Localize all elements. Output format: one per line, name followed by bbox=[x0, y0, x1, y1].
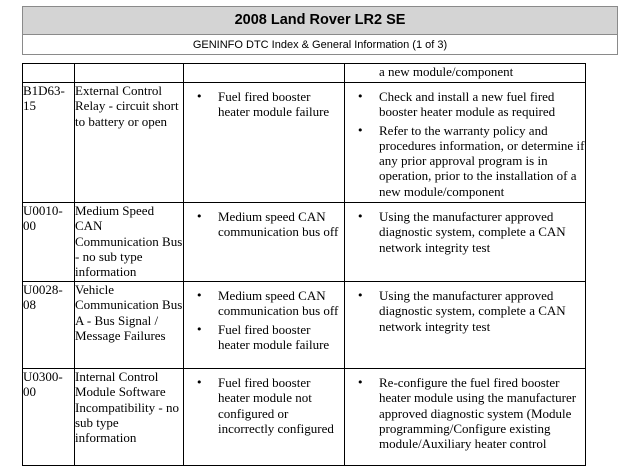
table-row bbox=[23, 282, 586, 369]
cause-item: • Fuel fired booster heater module failure bbox=[184, 322, 344, 353]
action-cell bbox=[345, 369, 586, 466]
action-item: • Refer to the warranty policy and procedures information, or determine if any prior approval program is in operation, prior to the installation of a new module/component bbox=[345, 123, 585, 199]
action-list bbox=[345, 203, 585, 255]
dtc-description: Vehicle Communication Bus A - Bus Signal / Message Failures bbox=[75, 282, 184, 369]
code-cell bbox=[23, 64, 75, 83]
table-row bbox=[23, 83, 586, 203]
cause-list bbox=[184, 203, 344, 240]
page-title: 2008 Land Rover LR2 SE bbox=[23, 7, 617, 35]
dtc-description: External Control Relay - circuit short to battery or open bbox=[75, 83, 184, 203]
dtc-description: Medium Speed CAN Communication Bus - no sub type information bbox=[75, 203, 184, 282]
cause-cell bbox=[184, 282, 345, 369]
cause-cell bbox=[184, 83, 345, 203]
table-row bbox=[23, 369, 586, 466]
cause-cell bbox=[184, 203, 345, 282]
continued-text: a new module/component bbox=[379, 64, 514, 79]
dtc-code: B1D63-15 bbox=[23, 83, 75, 203]
action-list bbox=[345, 83, 585, 199]
cause-cell bbox=[184, 64, 345, 83]
page-subtitle: GENINFO DTC Index & General Information (1 of 3) bbox=[192, 39, 448, 51]
cause-item: • Medium speed CAN communication bus off bbox=[184, 288, 344, 319]
cause-list bbox=[184, 282, 344, 352]
page-header bbox=[22, 6, 618, 55]
dtc-code: U0010-00 bbox=[23, 203, 75, 282]
action-cell bbox=[345, 83, 586, 203]
description-cell bbox=[75, 64, 184, 83]
action-list bbox=[345, 282, 585, 334]
cause-list bbox=[184, 83, 344, 120]
cause-item: • Fuel fired booster heater module failure bbox=[184, 89, 344, 120]
cause-item: • Medium speed CAN communication bus off bbox=[184, 209, 344, 240]
dtc-code: U0300-00 bbox=[23, 369, 75, 466]
action-cell bbox=[345, 203, 586, 282]
action-item: • Check and install a new fuel fired booster heater module as required bbox=[345, 89, 585, 120]
dtc-description: Internal Control Module Software Incompatibility - no sub type information bbox=[75, 369, 184, 466]
action-cell bbox=[345, 64, 586, 83]
action-item: • Using the manufacturer approved diagnostic system, complete a CAN network integrity test bbox=[345, 288, 585, 334]
cause-cell bbox=[184, 369, 345, 466]
action-item: • Re-configure the fuel fired booster heater module using the manufacturer approved diagnostic system (Module programming/Configure existing module/Auxiliary heater control bbox=[345, 375, 585, 451]
dtc-table bbox=[22, 63, 586, 466]
action-item: • Using the manufacturer approved diagnostic system, complete a CAN network integrity test bbox=[345, 209, 585, 255]
cause-item: • Fuel fired booster heater module not configured or incorrectly configured bbox=[184, 375, 344, 436]
table-row bbox=[23, 64, 586, 83]
dtc-code: U0028-08 bbox=[23, 282, 75, 369]
cause-list bbox=[184, 369, 344, 436]
table-row bbox=[23, 203, 586, 282]
action-cell bbox=[345, 282, 586, 369]
action-list bbox=[345, 369, 585, 451]
